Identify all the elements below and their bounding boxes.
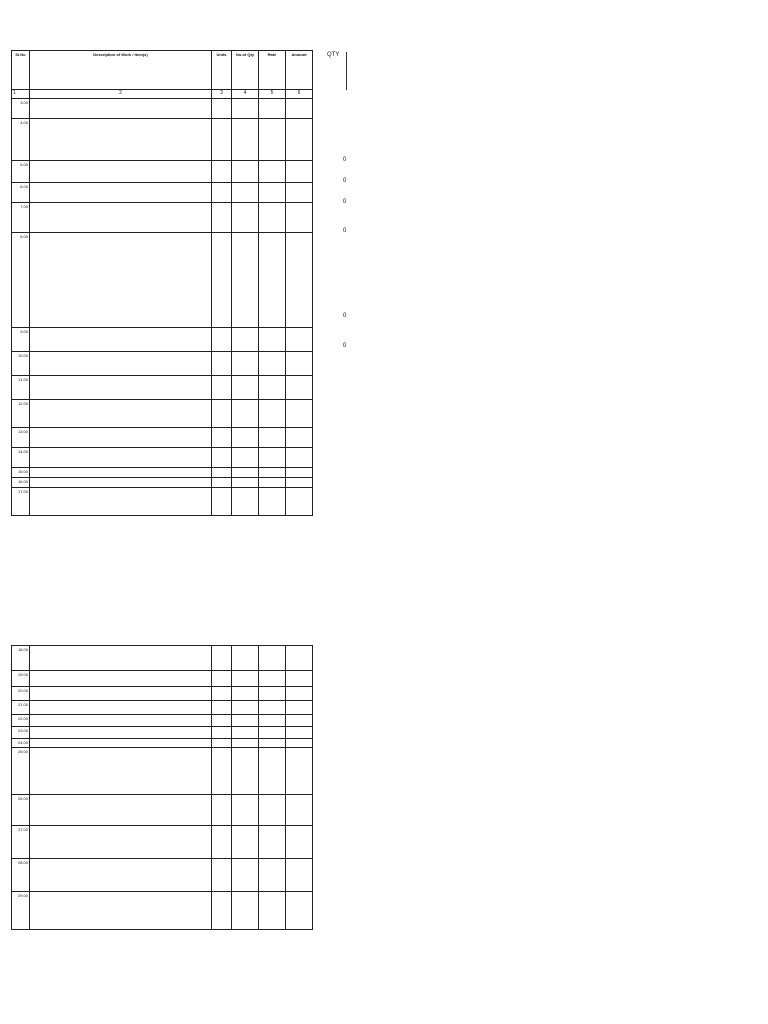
item-description — [30, 400, 212, 428]
item-unit — [212, 488, 232, 516]
item-quantity — [232, 687, 259, 701]
item-description — [30, 328, 212, 352]
item-description — [30, 646, 212, 671]
item-quantity — [232, 671, 259, 687]
table-row — [12, 795, 313, 826]
item-quantity — [232, 400, 259, 428]
item-number: 5.00 — [12, 161, 30, 183]
item-unit — [212, 687, 232, 701]
item-rate — [259, 328, 286, 352]
table-row — [12, 99, 313, 119]
item-quantity — [232, 826, 259, 859]
header-rate: Rate — [259, 51, 286, 90]
table-row — [12, 161, 313, 183]
item-amount — [286, 428, 313, 448]
item-amount — [286, 161, 313, 183]
item-description — [30, 701, 212, 715]
item-number: 7.00 — [12, 203, 30, 233]
item-description — [30, 233, 212, 328]
header-qty: No.of Qty — [232, 51, 259, 90]
item-quantity — [232, 233, 259, 328]
item-number: 24.00 — [12, 739, 30, 748]
item-number: 13.00 — [12, 428, 30, 448]
item-unit — [212, 161, 232, 183]
item-description — [30, 748, 212, 795]
item-number: 22.00 — [12, 715, 30, 727]
column-number: 6 — [286, 90, 313, 99]
item-description — [30, 715, 212, 727]
item-rate — [259, 687, 286, 701]
item-description — [30, 727, 212, 739]
item-amount — [286, 448, 313, 468]
item-number: 16.00 — [12, 478, 30, 488]
side-qty-value: 0 — [343, 178, 347, 184]
item-quantity — [232, 428, 259, 448]
item-amount — [286, 739, 313, 748]
header-sl-no: Sl.No — [12, 51, 30, 90]
item-description — [30, 859, 212, 892]
item-quantity — [232, 739, 259, 748]
column-number: 3 — [212, 90, 232, 99]
item-unit — [212, 468, 232, 478]
item-amount — [286, 671, 313, 687]
item-number: 8.00 — [12, 233, 30, 328]
table-body — [12, 646, 313, 930]
item-rate — [259, 448, 286, 468]
table-row — [12, 233, 313, 328]
item-rate — [259, 161, 286, 183]
item-description — [30, 352, 212, 376]
item-quantity — [232, 448, 259, 468]
item-rate — [259, 376, 286, 400]
item-rate — [259, 748, 286, 795]
table-row — [12, 352, 313, 376]
item-rate — [259, 859, 286, 892]
item-amount — [286, 646, 313, 671]
item-quantity — [232, 328, 259, 352]
item-unit — [212, 328, 232, 352]
item-quantity — [232, 892, 259, 930]
item-description — [30, 687, 212, 701]
item-number: 26.00 — [12, 795, 30, 826]
item-number: 20.00 — [12, 687, 30, 701]
item-unit — [212, 119, 232, 161]
item-amount — [286, 701, 313, 715]
item-rate — [259, 400, 286, 428]
table-row — [12, 727, 313, 739]
item-quantity — [232, 352, 259, 376]
item-number: 15.00 — [12, 468, 30, 478]
column-number: 2 — [30, 90, 212, 99]
item-number: 14.00 — [12, 448, 30, 468]
item-quantity — [232, 161, 259, 183]
side-qty-value: 0 — [343, 199, 347, 205]
item-number: 10.00 — [12, 352, 30, 376]
item-amount — [286, 687, 313, 701]
table-row — [12, 183, 313, 203]
header-description: Description of Work / Item(s) — [30, 51, 212, 90]
table-row — [12, 488, 313, 516]
item-amount — [286, 233, 313, 328]
item-quantity — [232, 795, 259, 826]
item-description — [30, 376, 212, 400]
item-amount — [286, 468, 313, 478]
table-row — [12, 687, 313, 701]
item-unit — [212, 715, 232, 727]
item-unit — [212, 646, 232, 671]
table-row — [12, 203, 313, 233]
item-amount — [286, 795, 313, 826]
item-description — [30, 99, 212, 119]
item-unit — [212, 826, 232, 859]
side-qty-value: 0 — [343, 157, 347, 163]
table-row — [12, 468, 313, 478]
item-rate — [259, 488, 286, 516]
boq-table-page-2 — [11, 645, 313, 930]
item-quantity — [232, 99, 259, 119]
item-description — [30, 183, 212, 203]
item-number: 28.00 — [12, 859, 30, 892]
item-unit — [212, 428, 232, 448]
item-rate — [259, 428, 286, 448]
header-units: Units — [212, 51, 232, 90]
item-rate — [259, 203, 286, 233]
item-rate — [259, 478, 286, 488]
item-quantity — [232, 715, 259, 727]
item-rate — [259, 119, 286, 161]
item-number: 17.00 — [12, 488, 30, 516]
item-rate — [259, 715, 286, 727]
item-quantity — [232, 376, 259, 400]
item-amount — [286, 826, 313, 859]
item-quantity — [232, 203, 259, 233]
table-row — [12, 826, 313, 859]
column-number: 4 — [232, 90, 259, 99]
item-number: 19.00 — [12, 671, 30, 687]
item-rate — [259, 352, 286, 376]
item-rate — [259, 701, 286, 715]
side-qty-value: 0 — [343, 343, 347, 349]
item-quantity — [232, 183, 259, 203]
item-quantity — [232, 727, 259, 739]
item-rate — [259, 233, 286, 328]
item-unit — [212, 727, 232, 739]
item-unit — [212, 352, 232, 376]
item-unit — [212, 99, 232, 119]
item-quantity — [232, 646, 259, 671]
item-amount — [286, 400, 313, 428]
item-amount — [286, 488, 313, 516]
item-unit — [212, 739, 232, 748]
table-row — [12, 448, 313, 468]
side-qty-value: 0 — [343, 228, 347, 234]
item-number: 21.00 — [12, 701, 30, 715]
item-number: 25.00 — [12, 748, 30, 795]
item-number: 9.00 — [12, 328, 30, 352]
item-unit — [212, 892, 232, 930]
item-amount — [286, 328, 313, 352]
column-number-row — [12, 90, 313, 99]
item-amount — [286, 99, 313, 119]
item-description — [30, 739, 212, 748]
item-unit — [212, 376, 232, 400]
item-description — [30, 826, 212, 859]
header-amount: Amount — [286, 51, 313, 90]
item-description — [30, 795, 212, 826]
qty-divider — [346, 52, 347, 90]
table-row — [12, 119, 313, 161]
table-row — [12, 671, 313, 687]
item-number: 23.00 — [12, 727, 30, 739]
item-rate — [259, 99, 286, 119]
table-row — [12, 715, 313, 727]
item-unit — [212, 448, 232, 468]
item-rate — [259, 468, 286, 478]
column-number: 1 — [12, 90, 30, 99]
item-unit — [212, 795, 232, 826]
table-row — [12, 400, 313, 428]
table-row — [12, 892, 313, 930]
item-rate — [259, 727, 286, 739]
item-unit — [212, 203, 232, 233]
item-amount — [286, 119, 313, 161]
item-amount — [286, 203, 313, 233]
table-row — [12, 376, 313, 400]
item-description — [30, 119, 212, 161]
item-quantity — [232, 701, 259, 715]
table-row — [12, 646, 313, 671]
item-rate — [259, 826, 286, 859]
table-body — [12, 99, 313, 516]
table-row — [12, 478, 313, 488]
item-unit — [212, 478, 232, 488]
item-amount — [286, 478, 313, 488]
item-amount — [286, 352, 313, 376]
item-rate — [259, 183, 286, 203]
item-unit — [212, 183, 232, 203]
item-rate — [259, 892, 286, 930]
column-number: 5 — [259, 90, 286, 99]
item-number: 3.00 — [12, 99, 30, 119]
boq-table-page-1 — [11, 50, 313, 516]
item-unit — [212, 671, 232, 687]
item-description — [30, 448, 212, 468]
item-description — [30, 428, 212, 448]
item-description — [30, 671, 212, 687]
item-number: 4.00 — [12, 119, 30, 161]
item-number: 18.00 — [12, 646, 30, 671]
item-number: 29.00 — [12, 892, 30, 930]
item-amount — [286, 748, 313, 795]
item-unit — [212, 701, 232, 715]
header-row — [12, 51, 313, 90]
item-description — [30, 203, 212, 233]
item-amount — [286, 715, 313, 727]
table-row — [12, 748, 313, 795]
table-row — [12, 701, 313, 715]
item-unit — [212, 748, 232, 795]
item-number: 27.00 — [12, 826, 30, 859]
item-quantity — [232, 488, 259, 516]
table-row — [12, 328, 313, 352]
item-unit — [212, 400, 232, 428]
item-unit — [212, 859, 232, 892]
item-description — [30, 161, 212, 183]
item-quantity — [232, 748, 259, 795]
item-amount — [286, 892, 313, 930]
item-unit — [212, 233, 232, 328]
side-qty-value: 0 — [343, 313, 347, 319]
item-number: 12.00 — [12, 400, 30, 428]
item-description — [30, 892, 212, 930]
item-rate — [259, 646, 286, 671]
item-amount — [286, 727, 313, 739]
item-quantity — [232, 468, 259, 478]
item-rate — [259, 739, 286, 748]
item-number: 11.00 — [12, 376, 30, 400]
item-number: 6.00 — [12, 183, 30, 203]
item-quantity — [232, 859, 259, 892]
item-description — [30, 478, 212, 488]
item-rate — [259, 671, 286, 687]
table-row — [12, 859, 313, 892]
item-quantity — [232, 478, 259, 488]
item-amount — [286, 376, 313, 400]
item-amount — [286, 183, 313, 203]
table-row — [12, 739, 313, 748]
item-description — [30, 488, 212, 516]
item-description — [30, 468, 212, 478]
item-quantity — [232, 119, 259, 161]
table-row — [12, 428, 313, 448]
qty-column-header: QTY — [327, 52, 340, 58]
item-rate — [259, 795, 286, 826]
item-amount — [286, 859, 313, 892]
